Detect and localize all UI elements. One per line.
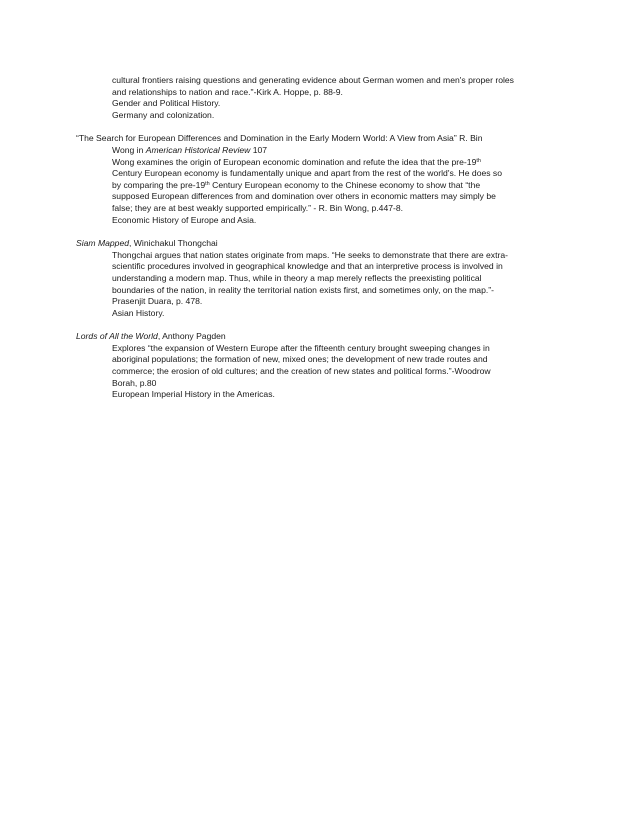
- entry-topic: Germany and colonization.: [112, 109, 215, 120]
- entry-topic: Economic History of Europe and Asia.: [112, 214, 257, 225]
- entry-continuation: [76, 75, 548, 121]
- entry-title: [76, 331, 548, 343]
- description-text: Century European economy to the Chinese economy to show that “the: [209, 179, 481, 190]
- entry-description-line: boundaries of the nation, in reality the territorial nation exists first, and sometimes only, on the map.”-: [112, 284, 494, 295]
- entry-description-line: scientific procedures involved in geographical knowledge and that an interpretive process is involved in: [112, 261, 503, 272]
- book-title: Lords of All the World: [76, 331, 158, 342]
- citation-text: Wong in: [112, 144, 146, 155]
- superscript: th: [205, 180, 210, 187]
- entry-description-line: cultural frontiers raising questions and generating evidence about German women and men's proper roles: [112, 75, 514, 85]
- entry-description-line: Prasenjit Duara, p. 478.: [112, 296, 203, 307]
- entry-title: [76, 238, 548, 250]
- entry-description-line: [112, 180, 548, 192]
- entry-description-line: Thongchai argues that nation states originate from maps. “He seeks to demonstrate that there are extra-: [112, 249, 508, 260]
- book-author: , Winichakul Thongchai: [129, 238, 218, 249]
- description-text: by comparing the pre-19: [112, 179, 206, 190]
- entry-citation: [112, 145, 548, 157]
- citation-volume: 107: [250, 144, 268, 155]
- bibliography-entry-bin-wong: [76, 133, 548, 226]
- superscript: th: [476, 157, 481, 164]
- bibliography-entry-siam-mapped: [76, 238, 548, 319]
- entry-topic: Gender and Political History.: [112, 98, 221, 109]
- entry-description-line: and relationships to nation and race."-Kirk A. Hoppe, p. 88-9.: [112, 86, 343, 97]
- entry-description-line: supposed European differences from and domination over others in economic matters may simply be: [112, 191, 496, 202]
- book-title: Siam Mapped: [76, 238, 130, 249]
- entry-title: “The Search for European Differences and Domination in the Early Modern World: A View from Asia” R. Bin: [76, 133, 483, 144]
- entry-topic: European Imperial History in the Americas.: [112, 389, 275, 400]
- entry-description-line: understanding a modern map. Thus, while in theory a map merely reflects the preexisting political: [112, 272, 482, 283]
- bibliography-content: [76, 75, 548, 401]
- journal-name: American Historical Review: [145, 144, 251, 155]
- entry-description-line: commerce; the erosion of old cultures; and the creation of new states and political forms.”-Woodrow: [112, 366, 491, 377]
- entry-topic: Asian History.: [112, 307, 165, 318]
- bibliography-entry-lords-of-all-the-world: [76, 331, 548, 401]
- entry-description-line: aboriginal populations; the formation of new, mixed ones; the development of new trade routes and: [112, 354, 488, 365]
- description-text: Wong examines the origin of European economic domination and refute the idea that the pre-19: [112, 156, 477, 167]
- entry-description-line: Borah, p.80: [112, 377, 157, 388]
- entry-description-line: [112, 157, 548, 169]
- entry-description-line: Explores “the expansion of Western Europe after the fifteenth century brought sweeping changes in: [112, 342, 490, 353]
- book-author: , Anthony Pagden: [157, 331, 226, 342]
- entry-description-line: Century European economy is fundamentally unique and apart from the rest of the world's. He does so: [112, 168, 503, 179]
- entry-description-line: false; they are at best weakly supported empirically.” - R. Bin Wong, p.447-8.: [112, 202, 404, 213]
